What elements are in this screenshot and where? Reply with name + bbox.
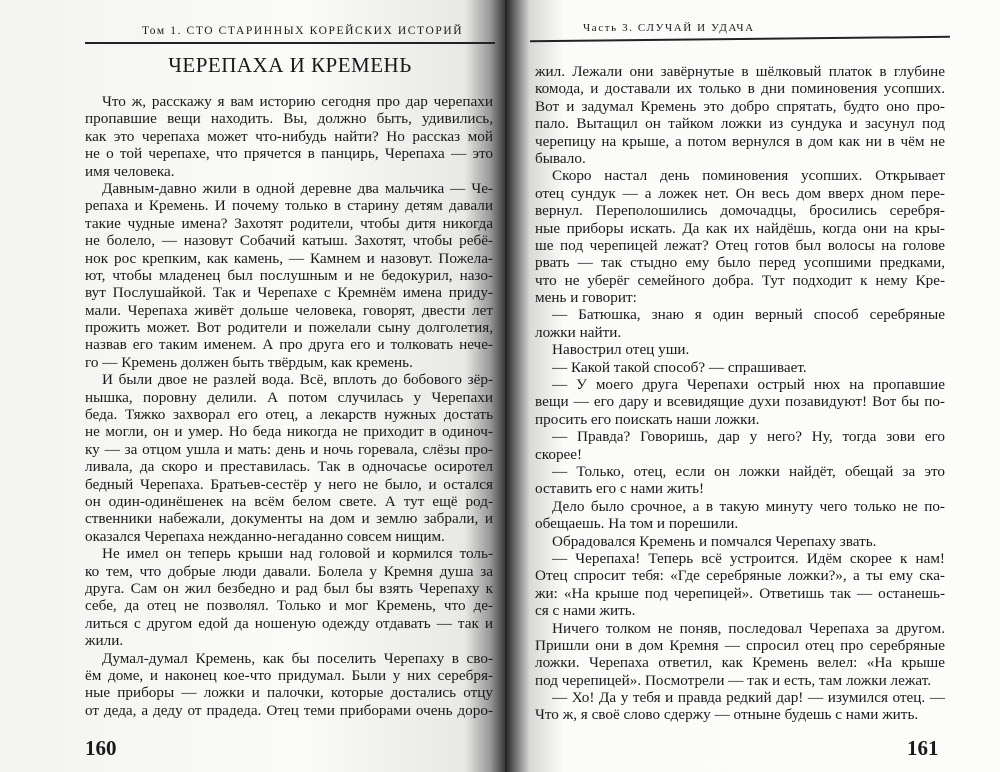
paragraph	[535, 341, 945, 358]
paragraph	[535, 63, 945, 167]
text-line: что не уберёг семейного добра. Тут подходит к нему Кре-	[535, 271, 945, 289]
text-line: — Какой такой способ? — спрашивает.	[552, 358, 807, 376]
text-line: не о той черепахе, что прячется в панцирь, Черепаха — это	[85, 145, 493, 163]
text-line: просить его поискать наши ложки.	[535, 410, 760, 428]
paragraph	[535, 306, 945, 341]
text-line: друга. Сам он жил безбедно и рад был бы взять Черепаху к	[85, 579, 493, 597]
text-line: репаха и Кремень. И почему только в старину детям давали	[85, 197, 493, 215]
text-line: — У моего друга Черепахи острый нюх на пропавшие	[552, 376, 945, 394]
text-line: Давным-давно жили в одной деревне два мальчика — Че-	[102, 179, 493, 197]
text-line: комода, и доставали их только в дни поминовения усопших.	[535, 80, 945, 98]
text-line: Думал-думал Кремень, как бы поселить Черепаху в сво-	[102, 649, 493, 667]
text-line: жи: «На крыше под черепицей». Ответишь так — останешь-	[535, 584, 945, 602]
text-line: жили.	[85, 632, 124, 650]
text-line: назвав его таким именем. А про друга его и толковать нече-	[85, 336, 493, 354]
text-line: ку — за отцом ушла и мать: день и ночь горевала, слёзы про-	[85, 440, 493, 458]
text-line: ложки. Черепаха ответил, как Кремень велел: «На крыше	[535, 654, 945, 672]
text-line: — Батюшка, знаю я один верный способ серебряные	[552, 306, 945, 324]
text-line: обещаешь. На том и порешили.	[535, 515, 739, 533]
text-line: вернул. Переполошились домочадцы, бросились серебря-	[535, 202, 945, 220]
text-line: бедный Черепаха. Братьев-сестёр у него не было, и остался	[85, 475, 493, 493]
paragraph	[85, 180, 493, 371]
text-line: скорее!	[535, 445, 583, 463]
running-head-right: Часть 3. СЛУЧАЙ И УДАЧА	[583, 22, 755, 34]
text-line: оставить его с нами жить!	[535, 480, 705, 498]
text-line: от деда, а деду от прадеда. Отец теми приборами очень доро-	[85, 701, 493, 719]
text-line: ше под черепицей лежат? Отец готов был волосы на голове	[535, 236, 945, 254]
text-line: И были двое не разлей вода. Всё, вплоть до бобового зёр-	[102, 371, 493, 389]
text-line: беда. Тяжко захворал его отец, а лекарств нужных достать	[85, 406, 493, 424]
text-line: ливала, да скоро и преставилась. Так в одночасье осиротел	[85, 458, 493, 476]
header-rule-left	[85, 42, 495, 44]
text-line: себе, да отец не позволял. Только и мог Кремень, что де-	[85, 597, 493, 615]
paragraph	[535, 376, 945, 428]
text-line: го — Кремень должен быть твёрдым, как кремень.	[85, 353, 413, 371]
text-line: Вот и задумал Кремень это добро спрятать, будто оно про-	[535, 97, 945, 115]
paragraph	[535, 689, 945, 724]
text-line: такие чудные имена? Захотят родители, чтобы дитя никогда	[85, 214, 493, 232]
text-line: мали. Черепаха живёт дольше человека, говорят, двести лет	[85, 301, 493, 319]
text-line: Дело было срочное, а в такую минуту чего только не по-	[552, 497, 945, 515]
text-line: Не имел он теперь крыши над головой и кормился толь-	[102, 545, 493, 563]
text-line: литься с другом едой да ношеную одежду отдавать — так и	[85, 614, 493, 632]
text-line: черепицу на крыше, а потом вернулся в дом как ни в чём не	[535, 132, 945, 150]
text-line: Пришли они в дом Кремня — спросил отец про серебряные	[535, 636, 945, 654]
paragraph	[85, 93, 493, 180]
story-title: ЧЕРЕПАХА И КРЕМЕНЬ	[168, 53, 412, 77]
text-line: мень и говорит:	[535, 289, 637, 307]
text-line: оказался Черепаха нежданно-негаданно совсем нищим.	[85, 527, 445, 545]
text-line: ные приборы искать. Да как их найдёшь, когда они на кры-	[535, 219, 945, 237]
text-line: Обрадовался Кремень и помчался Черепаху звать.	[552, 532, 877, 550]
text-line: ко тем, что добрые люди давали. Болела у Кремня душа за	[85, 562, 493, 580]
text-line: Что ж, расскажу я вам историю сегодня про дар черепахи	[102, 93, 493, 110]
text-line: вещи — его дару и всевидящие духи позавидуют! Вот бы по-	[535, 393, 945, 411]
text-line: рвать — так стыдно ему было перед усопшими предками,	[535, 254, 945, 272]
text-line: под черепицей». Посмотрели — так и есть, там ложки лежат.	[535, 671, 931, 689]
paragraph	[535, 428, 945, 463]
text-line: ложки найти.	[535, 323, 622, 341]
paragraph	[535, 498, 945, 533]
text-line: Ничего толком не поняв, последовал Черепаха за другом.	[552, 619, 945, 637]
text-line: ные приборы — ложки и палочки, которые достались отцу	[85, 684, 493, 702]
text-line: пало. Вытащил он тайком ложки из сундука и засунул под	[535, 115, 945, 133]
text-line: вут Послушайкой. Так и Черепахе с Кремнём имена приду-	[85, 284, 493, 302]
text-line: отец сундук — а ложек нет. Он весь дом вверх дном пере-	[535, 184, 945, 202]
text-line: имя человека.	[85, 162, 175, 180]
text-line: — Только, отец, если он ложки найдёт, обещай за это	[552, 462, 945, 480]
text-line: бывало.	[535, 149, 586, 167]
text-line: не болело, — назовут Собачий катыш. Захотят, чтобы ребё-	[85, 232, 493, 250]
text-line: он один-одинёшенек на всём белом свете. А тут ещё род-	[85, 492, 493, 510]
text-line: — Хо! Да у тебя и правда редкий дар! — изумился отец. —	[552, 689, 945, 707]
text-line: нышка, поровну делили. А потом случилась у Черепахи	[85, 388, 493, 406]
paragraph	[535, 359, 945, 376]
text-line: Отец спросит тебя: «Где серебряные ложки?», а ты ему ска-	[535, 567, 945, 585]
text-line: — Черепаха! Теперь всё устроится. Идём скорее к нам!	[552, 549, 945, 567]
paragraph	[535, 533, 945, 550]
paragraph	[535, 463, 945, 498]
running-head-left: Том 1. СТО СТАРИННЫХ КОРЕЙСКИХ ИСТОРИЙ	[142, 25, 464, 37]
text-line: нок рос крепким, как камень, — Камнем и назовут. Пожела-	[85, 249, 493, 267]
text-line: ся с нами жить.	[535, 602, 636, 620]
paragraph	[535, 167, 945, 306]
text-line: ственники набежали, документы на дом и землю забрали, и	[85, 510, 493, 528]
page-number-right: 161	[907, 736, 939, 760]
text-line: пропавшие вещи находить. Вы, должно быть, удивились,	[85, 110, 493, 128]
text-line: ют, чтобы младенец был послушным и не бедокурил, назо-	[85, 266, 493, 284]
left-page-text	[85, 93, 493, 719]
text-line: Что ж, я своё слово сдержу — отныне будешь с нами жить.	[535, 706, 919, 724]
right-page	[505, 0, 1000, 772]
text-line: Навострил отец уши.	[552, 341, 690, 359]
text-line: Скоро настал день поминовения усопших. Открывает	[552, 167, 945, 185]
text-line: — Правда? Говоришь, дар у него? Ну, тогда зови его	[552, 428, 945, 446]
paragraph	[535, 550, 945, 620]
text-line: не могли, он и умер. Но беда никогда не приходит в одиноч-	[85, 423, 493, 441]
page-number-left: 160	[85, 736, 117, 760]
paragraph	[85, 650, 493, 720]
paragraph	[535, 620, 945, 690]
text-line: как это черепаха может что-нибудь найти? Но рассказ мой	[85, 127, 493, 145]
text-line: прожить может. Вот родители и пожелали сыну долголетия,	[85, 319, 493, 337]
text-line: ём доме, и наконец кое-что придумал. Были у них серебря-	[85, 666, 493, 684]
right-page-text	[535, 63, 945, 724]
paragraph	[85, 545, 493, 649]
paragraph	[85, 371, 493, 545]
header-rule-right	[530, 36, 950, 42]
text-line: жил. Лежали они завёрнутые в шёлковый платок в глубине	[535, 63, 945, 80]
